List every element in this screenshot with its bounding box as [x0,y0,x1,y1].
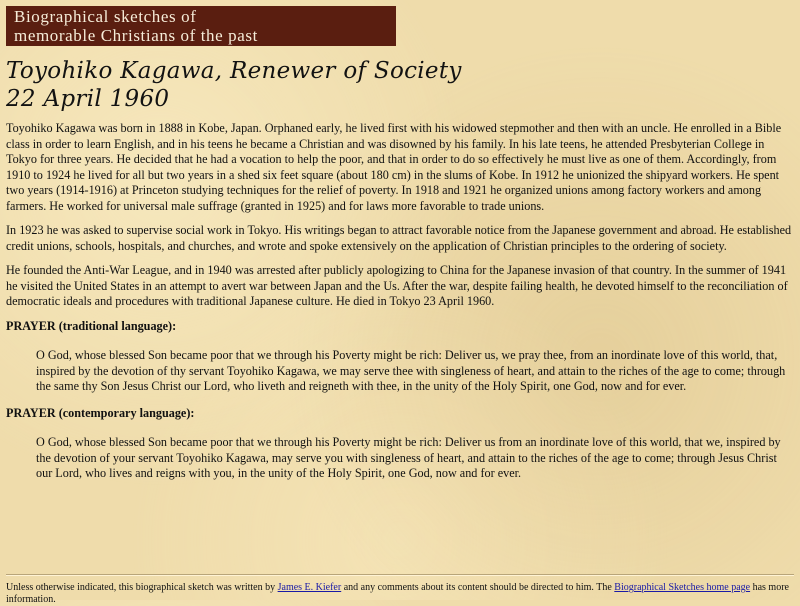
prayer-contemporary-text: O God, whose blessed Son became poor that we through his Poverty might be rich: Deliver us from an inordinate love of this world, that we, inspired by the devotion of your servant Toyohiko Kagawa, may serve you with singleness of heart, and attain to the riches of the age to come; through Jesus Christ our Lord, who lives and reigns with you, in the unity of the Holy Spirit, one God, now and for ever. [36,435,781,480]
title-date: 22 April 1960 [6,86,170,112]
footer-divider [6,574,794,576]
prayer-traditional-heading: PRAYER (traditional language): [6,318,177,333]
author-link[interactable]: James E. Kiefer [277,582,342,593]
prayer-contemporary-heading: PRAYER (contemporary language): [6,405,195,420]
footer-text-before: Unless otherwise indicated, this biographical sketch was written by [6,582,278,593]
bio-paragraph-2: In 1923 he was asked to supervise social work in Tokyo. His writings began to attract favorable notice from the Japanese government and abroad. He established credit unions, schools, hospitals, and churches, and wrote and spoke extensively on the application of Christian principles to the ordering of society. [6,223,792,253]
prayer-traditional-text: O God, whose blessed Son became poor that we through his Poverty might be rich: Deliver us, we pray thee, from an inordinate love of this world, that, inspired by the devotion of thy servant Toyohiko Kagawa, we may serve thee with singleness of heart, and attain to the riches of the age to come; through the same thy Son Jesus Christ our Lord, who liveth and reigneth with thee, in the unity of the Holy Spirit, one God, now and for ever. [36,348,786,393]
home-page-link[interactable]: Biographical Sketches home page [614,582,751,593]
footer-text-middle: and any comments about its content should be directed to him. The [341,582,615,593]
banner-line-2: memorable Christians of the past [14,26,258,45]
article-body [6,121,792,493]
footer-text-after: has more information. [6,582,789,605]
title-name: Toyohiko Kagawa, Renewer of Society [6,58,462,84]
banner-line-1: Biographical sketches of [14,7,197,26]
footer-note [6,582,792,606]
bio-paragraph-3: He founded the Anti-War League, and in 1940 was arrested after publicly apologizing to China for the Japanese invasion of that country. In the summer of 1941 he visited the United States in an attempt to avert war between Japan and the Us. After the war, despite failing health, he devoted himself to the reconciliation of democratic ideals and procedures with traditional Japanese culture. He died in Tokyo 23 April 1960. [6,263,788,308]
site-banner [6,6,396,46]
page-title [6,57,786,113]
bio-paragraph-1: Toyohiko Kagawa was born in 1888 in Kobe, Japan. Orphaned early, he lived first with his widowed stepmother and then with an uncle. He enrolled in a Bible class in order to learn English, and in his teens he became a Christian and was disowned by his family. In his late teens, he attended Presbyterian College in Tokyo for three years. He decided that he had a vocation to help the poor, and that in order to do so effectively he must live as one of them. Accordingly, from 1910 to 1924 he lived for all but two years in a shed six feet square (about 180 cm) in the slums of Kobe. In 1912 he unionized the shipyard workers. He spent two years (1914-1916) at Princeton studying techniques for the relief of poverty. In 1918 and 1921 he organized unions among factory workers and among farmers. He worked for universal male suffrage (granted in 1925) and for laws more favorable to trade unions. [6,121,782,213]
